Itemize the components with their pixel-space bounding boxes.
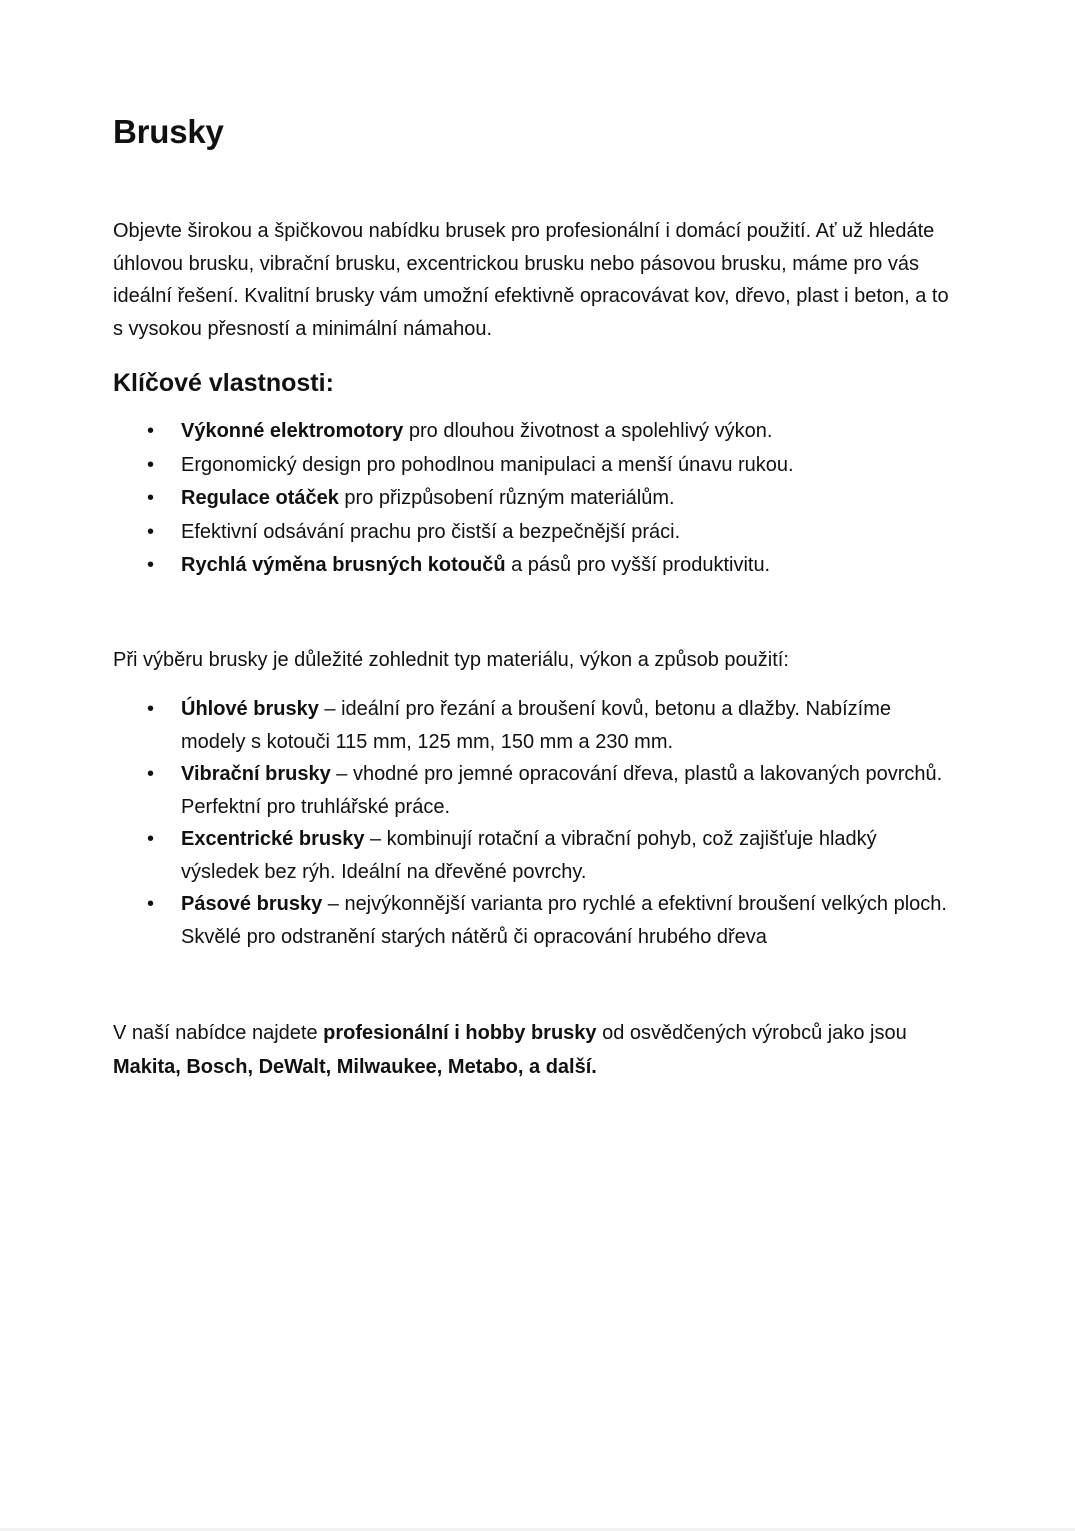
type-description: – vhodné pro jemné opracování dřeva, plastů a lakovaných povrchů. Perfektní pro truhlářské práce. xyxy=(181,763,943,818)
feature-text: pro přizpůsobení různým materiálům. xyxy=(338,487,675,509)
closing-bold-segment: profesionální i hobby brusky xyxy=(323,1022,597,1044)
features-heading: Klíčové vlastnosti: xyxy=(113,369,334,397)
type-description: – ideální pro řezání a broušení kovů, betonu a dlažby. Nabízíme modely s kotouči 115 mm, 125 mm, 150 mm a 230 mm. xyxy=(181,698,892,753)
feature-bold-text: Regulace otáček xyxy=(181,487,339,509)
bullet-icon: • xyxy=(147,453,155,476)
bullet-icon: • xyxy=(147,698,155,720)
bullet-icon: • xyxy=(147,828,155,850)
list-item xyxy=(113,482,953,516)
closing-text-part2: od osvědčených výrobců jako jsou xyxy=(596,1022,907,1044)
bullet-icon: • xyxy=(147,763,155,785)
closing-text-part1: V naší nabídce najdete xyxy=(113,1022,324,1044)
grinder-types-list xyxy=(113,693,953,953)
feature-text: pro dlouhou životnost a spolehlivý výkon. xyxy=(403,420,773,442)
bullet-icon: • xyxy=(147,520,155,543)
bullet-icon: • xyxy=(147,554,155,576)
page-title: Brusky xyxy=(113,113,224,150)
intro-paragraph: Objevte širokou a špičkovou nabídku brusek pro profesionální i domácí použití. Ať už hledáte úhlovou brusku, vibrační brusku, excentrickou brusku nebo pásovou brusku, máme pro vás ideální řešení. Kvalitní brusky vám umožní efektivně opracovávat kov, dřevo, plast i beton, a to s vysokou přesností a minimální námahou. xyxy=(113,220,949,340)
list-item xyxy=(113,823,953,888)
list-item xyxy=(113,516,953,550)
features-list xyxy=(113,415,953,583)
type-name: Úhlové brusky xyxy=(181,698,319,720)
list-item xyxy=(113,693,953,758)
closing-paragraph xyxy=(113,1017,953,1084)
type-name: Vibrační brusky xyxy=(181,763,331,785)
type-name: Pásové brusky xyxy=(181,893,323,915)
feature-bold-text: Výkonné elektromotory xyxy=(181,420,404,442)
type-description: – kombinují rotační a vibrační pohyb, což zajišťuje hladký výsledek bez rýh. Ideální na dřevěné povrchy. xyxy=(181,828,877,883)
selection-intro-paragraph: Při výběru brusky je důležité zohlednit typ materiálu, výkon a způsob použití: xyxy=(113,648,789,671)
bullet-icon: • xyxy=(147,420,155,442)
brand-list: Makita, Bosch, DeWalt, Milwaukee, Metabo, a další. xyxy=(113,1055,597,1078)
type-description: – nejvýkonnější varianta pro rychlé a efektivní broušení velkých ploch. Skvělé pro odstranění starých nátěrů či opracování hrubého dřeva xyxy=(181,893,947,948)
feature-text: Efektivní odsávání prachu pro čistší a bezpečnější práci. xyxy=(181,520,681,543)
feature-bold-text: Rychlá výměna brusných kotoučů xyxy=(181,554,506,576)
feature-text: Ergonomický design pro pohodlnou manipulaci a menší únavu rukou. xyxy=(181,453,794,476)
type-name: Excentrické brusky xyxy=(181,828,365,850)
list-item xyxy=(113,758,953,823)
list-item xyxy=(113,888,953,953)
feature-text: a pásů pro vyšší produktivitu. xyxy=(505,554,771,576)
document-content xyxy=(113,108,953,1084)
bullet-icon: • xyxy=(147,893,155,915)
list-item xyxy=(113,415,953,449)
bullet-icon: • xyxy=(147,487,155,509)
list-item xyxy=(113,549,953,583)
list-item xyxy=(113,449,953,483)
